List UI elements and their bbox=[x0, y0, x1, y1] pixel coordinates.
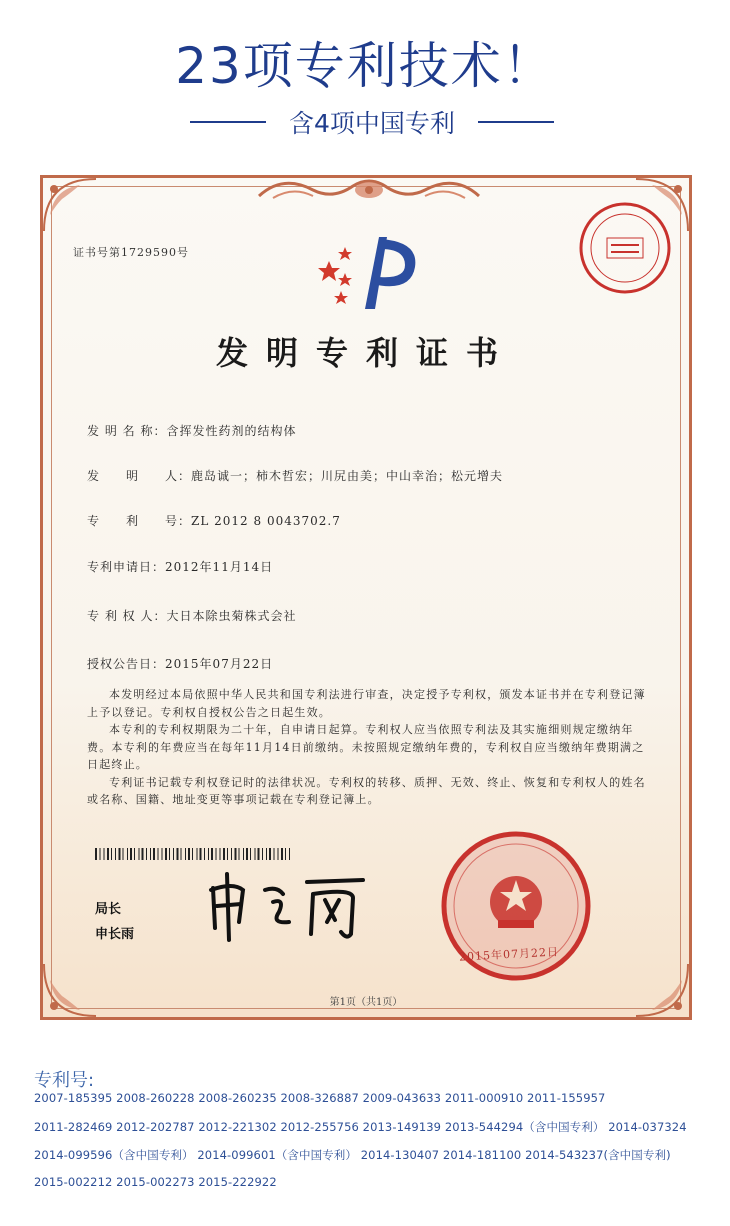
subtitle-left-rule bbox=[190, 121, 266, 123]
field-patent-number bbox=[87, 512, 341, 529]
subtitle-right-rule bbox=[478, 121, 554, 123]
top-scroll-ornament-icon bbox=[253, 172, 485, 206]
certificate-body bbox=[87, 686, 647, 809]
patent-office-stamp-icon bbox=[577, 200, 673, 296]
page-number: 第1页（共1页） bbox=[329, 997, 403, 1008]
field-invention-name bbox=[87, 422, 296, 439]
corner-ornament-icon bbox=[632, 960, 692, 1020]
field-label: 授权公告日： bbox=[87, 657, 166, 671]
director-role: 局长 bbox=[95, 902, 122, 917]
field-value: 大日本除虫菊株式会社 bbox=[166, 609, 297, 623]
field-value: 含挥发性药剂的结构体 bbox=[166, 424, 297, 438]
patent-number-line: 2015-002212 2015-002273 2015-222922 bbox=[34, 1175, 277, 1189]
patents-heading: 专利号: bbox=[34, 1070, 95, 1091]
corner-ornament-icon bbox=[40, 960, 100, 1020]
field-label: 发 明 名 称： bbox=[87, 424, 167, 438]
field-label: 专利申请日： bbox=[87, 560, 166, 574]
certificate-number: 证书号第1729590号 bbox=[73, 246, 189, 259]
seal-date: 2015年07月22日 bbox=[458, 945, 560, 964]
director-name: 申长雨 bbox=[95, 927, 135, 942]
barcode-icon bbox=[95, 848, 291, 860]
body-paragraph: 专利证书记载专利权登记时的法律状况。专利权的转移、质押、无效、终止、恢复和专利权人的姓名或名称、国籍、地址变更等事项记载在专利登记簿上。 bbox=[87, 775, 646, 806]
field-value: 2015年07月22日 bbox=[165, 657, 274, 671]
field-inventors bbox=[87, 467, 503, 484]
body-paragraph: 本发明经过本局依照中华人民共和国专利法进行审查，决定授予专利权，颁发本证书并在专利登记簿上予以登记。专利权自授权公告之日起生效。 bbox=[87, 688, 646, 719]
field-grant-date bbox=[87, 655, 273, 672]
patent-certificate bbox=[40, 175, 692, 1020]
cnipa-logo-icon bbox=[309, 233, 429, 313]
field-label: 专 利 权 人： bbox=[87, 609, 167, 623]
field-patentee bbox=[87, 607, 296, 624]
patent-number-line: 2014-099596（含中国专利） 2014-099601（含中国专利） 2014-130407 2014-181100 2014-543237(含中国专利) bbox=[34, 1148, 671, 1162]
field-label: 专 利 号： bbox=[87, 514, 192, 528]
field-value: ZL 2012 8 0043702.7 bbox=[191, 514, 341, 528]
signature-icon bbox=[203, 868, 373, 948]
page-title: 23项专利技术！ bbox=[175, 37, 555, 95]
body-paragraph: 本专利的专利权期限为二十年，自申请日起算。专利权人应当依照专利法及其实施细则规定缴纳年费。本专利的年费应当在每年11月14日前缴纳。未按照规定缴纳年费的，专利权自应当缴纳年费期满之日起终止。 bbox=[87, 723, 645, 771]
subtitle-row bbox=[0, 104, 730, 140]
patent-number-line: 2007-185395 2008-260228 2008-260235 2008-326887 2009-043633 2011-000910 2011-155957 bbox=[34, 1091, 606, 1105]
field-label: 发 明 人： bbox=[87, 469, 192, 483]
field-value: 2012年11月14日 bbox=[165, 560, 274, 574]
certificate-title: 发明专利证书 bbox=[215, 334, 516, 372]
page-subtitle: 含4项中国专利 bbox=[289, 109, 455, 138]
field-value: 鹿岛诚一；柿木哲宏；川尻由美；中山幸治；松元增夫 bbox=[191, 469, 504, 483]
field-application-date bbox=[87, 558, 273, 575]
corner-ornament-icon bbox=[40, 175, 100, 235]
patent-number-line: 2011-282469 2012-202787 2012-221302 2012-255756 2013-149139 2013-544294（含中国专利） 2014-037324 bbox=[34, 1120, 687, 1134]
